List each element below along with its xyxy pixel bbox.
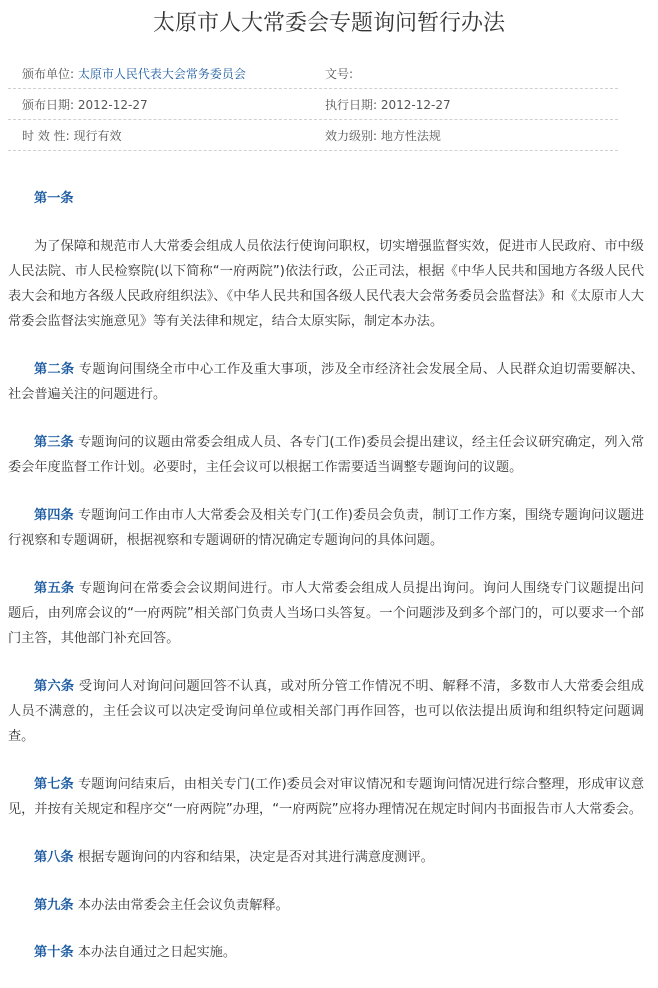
document-meta bbox=[8, 58, 618, 151]
article-heading: 第五条 bbox=[34, 580, 75, 596]
article-1-heading-paragraph bbox=[8, 186, 644, 211]
article-6-paragraph bbox=[8, 674, 644, 750]
article-text: 受询问人对询问问题回答不认真，或对所分管工作情况不明、解释不清，多数市人大常委会组成人员不满意的，主任会议可以决定受询问单位或相关部门再作回答，也可以依法提出质询和组织特定问题调查。 bbox=[8, 678, 644, 745]
article-2-paragraph bbox=[8, 357, 644, 407]
article-heading: 第三条 bbox=[34, 434, 74, 450]
article-1-text-paragraph bbox=[8, 234, 644, 335]
doc-no-label: 文号: bbox=[325, 66, 354, 81]
article-heading: 第九条 bbox=[34, 897, 74, 913]
article-4-paragraph bbox=[8, 503, 644, 553]
article-heading: 第十条 bbox=[34, 945, 74, 961]
level-cell bbox=[313, 127, 618, 144]
effective-date-value: 2012-12-27 bbox=[380, 97, 451, 112]
issue-date-label: 颁布日期: bbox=[22, 97, 75, 112]
effective-date-cell bbox=[313, 96, 618, 113]
validity-value: 现行有效 bbox=[73, 128, 122, 143]
article-text: 专题询问围绕全市中心工作及重大事项，涉及全市经济社会发展全局、人民群众迫切需要解决、社会普遍关注的问题进行。 bbox=[8, 362, 644, 403]
article-heading: 第七条 bbox=[34, 776, 74, 792]
article-3-paragraph bbox=[8, 430, 644, 480]
article-heading: 第八条 bbox=[34, 849, 74, 865]
effective-date-label: 执行日期: bbox=[325, 97, 378, 112]
article-text: 专题询问结束后，由相关专门(工作)委员会对审议情况和专题询问情况进行综合整理，形成审议意见，并按有关规定和程序交“一府两院”办理，“一府两院”应将办理情况在规定时间内书面报告市人大常委会。 bbox=[8, 776, 645, 818]
doc-no-cell bbox=[313, 65, 618, 82]
issuer-link[interactable]: 太原市人民代表大会常务委员会 bbox=[77, 66, 246, 81]
meta-row-status bbox=[8, 120, 618, 151]
level-value: 地方性法规 bbox=[380, 128, 441, 143]
article-text: 根据专题询问的内容和结果，决定是否对其进行满意度测评。 bbox=[77, 849, 434, 865]
issuer-cell bbox=[8, 65, 313, 82]
article-7-paragraph bbox=[8, 772, 644, 822]
article-10-paragraph bbox=[8, 940, 644, 965]
article-text: 为了保障和规范市人大常委会组成人员依法行使询问职权，切实增强监督实效，促进市人民政府、市中级人民法院、市人民检察院(以下简称“一府两院”)依法行政，公正司法，根据《中华人民共和国地方各级人民代表大会和地方各级人民政府组织法》、《中华人民共和国各级人民代表大会常务委员会监督法》和《太原市人大常委会监督法实施意见》等有关法律和规定，结合太原实际，制定本办法。 bbox=[8, 238, 644, 330]
validity-label: 时 效 性: bbox=[22, 128, 70, 143]
article-text: 本办法自通过之日起实施。 bbox=[77, 945, 237, 961]
meta-row-issuer bbox=[8, 58, 618, 89]
article-heading: 第二条 bbox=[34, 362, 75, 378]
article-text: 专题询问工作由市人大常委会及相关专门(工作)委员会负责，制订工作方案，围绕专题询问议题进行视察和专题调研，根据视察和专题调研的情况确定专题询问的具体问题。 bbox=[8, 507, 645, 549]
issue-date-value: 2012-12-27 bbox=[77, 97, 148, 112]
article-9-paragraph bbox=[8, 893, 644, 918]
article-text: 本办法由常委会主任会议负责解释。 bbox=[77, 897, 289, 913]
article-text: 专题询问的议题由常委会组成人员、各专门(工作)委员会提出建议，经主任会议研究确定，列入常委会年度监督工作计划。必要时，主任会议可以根据工作需要适当调整专题询问的议题。 bbox=[8, 434, 645, 476]
article-heading: 第六条 bbox=[34, 678, 75, 694]
article-8-paragraph bbox=[8, 845, 644, 870]
issue-date-cell bbox=[8, 96, 313, 113]
article-5-paragraph bbox=[8, 576, 644, 652]
meta-row-dates bbox=[8, 89, 618, 120]
issuer-label: 颁布单位: bbox=[22, 66, 75, 81]
article-heading: 第一条 bbox=[34, 191, 74, 206]
page-title: 太原市人大常委会专题询问暂行办法 bbox=[152, 11, 505, 36]
article-heading: 第四条 bbox=[34, 507, 74, 523]
level-label: 效力级别: bbox=[325, 128, 378, 143]
document-body bbox=[8, 186, 644, 988]
article-text: 专题询问在常委会会议期间进行。市人大常委会组成人员提出询问。询问人围绕专门议题提出问题后，由列席会议的“一府两院”相关部门负责人当场口头答复。一个问题涉及到多个部门的，可以要求一个部门主答，其他部门补充回答。 bbox=[8, 580, 644, 647]
validity-cell bbox=[8, 127, 313, 144]
